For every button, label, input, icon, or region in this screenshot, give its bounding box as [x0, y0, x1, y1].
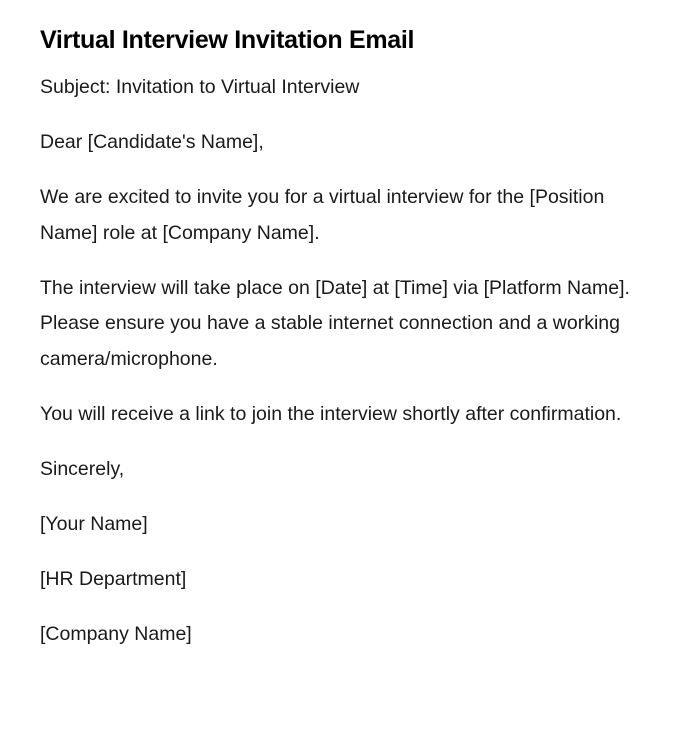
signature-name: [Your Name]: [40, 512, 148, 535]
signature-company: [Company Name]: [40, 622, 192, 645]
body-paragraph: You will receive a link to join the interview shortly after confirmation.: [40, 402, 622, 425]
document-title: Virtual Interview Invitation Email: [40, 26, 415, 54]
closing: Sincerely,: [40, 457, 125, 480]
signature-department: [HR Department]: [40, 567, 187, 590]
body-paragraph: We are excited to invite you for a virtual interview for the [Position Name] role at [Company Name].: [40, 186, 605, 244]
subject-line: Subject: Invitation to Virtual Interview: [40, 76, 360, 98]
body-paragraph: The interview will take place on [Date] at [Time] via [Platform Name]. Please ensure you have a stable internet connection and a working camera/microphone.: [40, 276, 630, 370]
greeting: Dear [Candidate's Name],: [40, 131, 264, 153]
